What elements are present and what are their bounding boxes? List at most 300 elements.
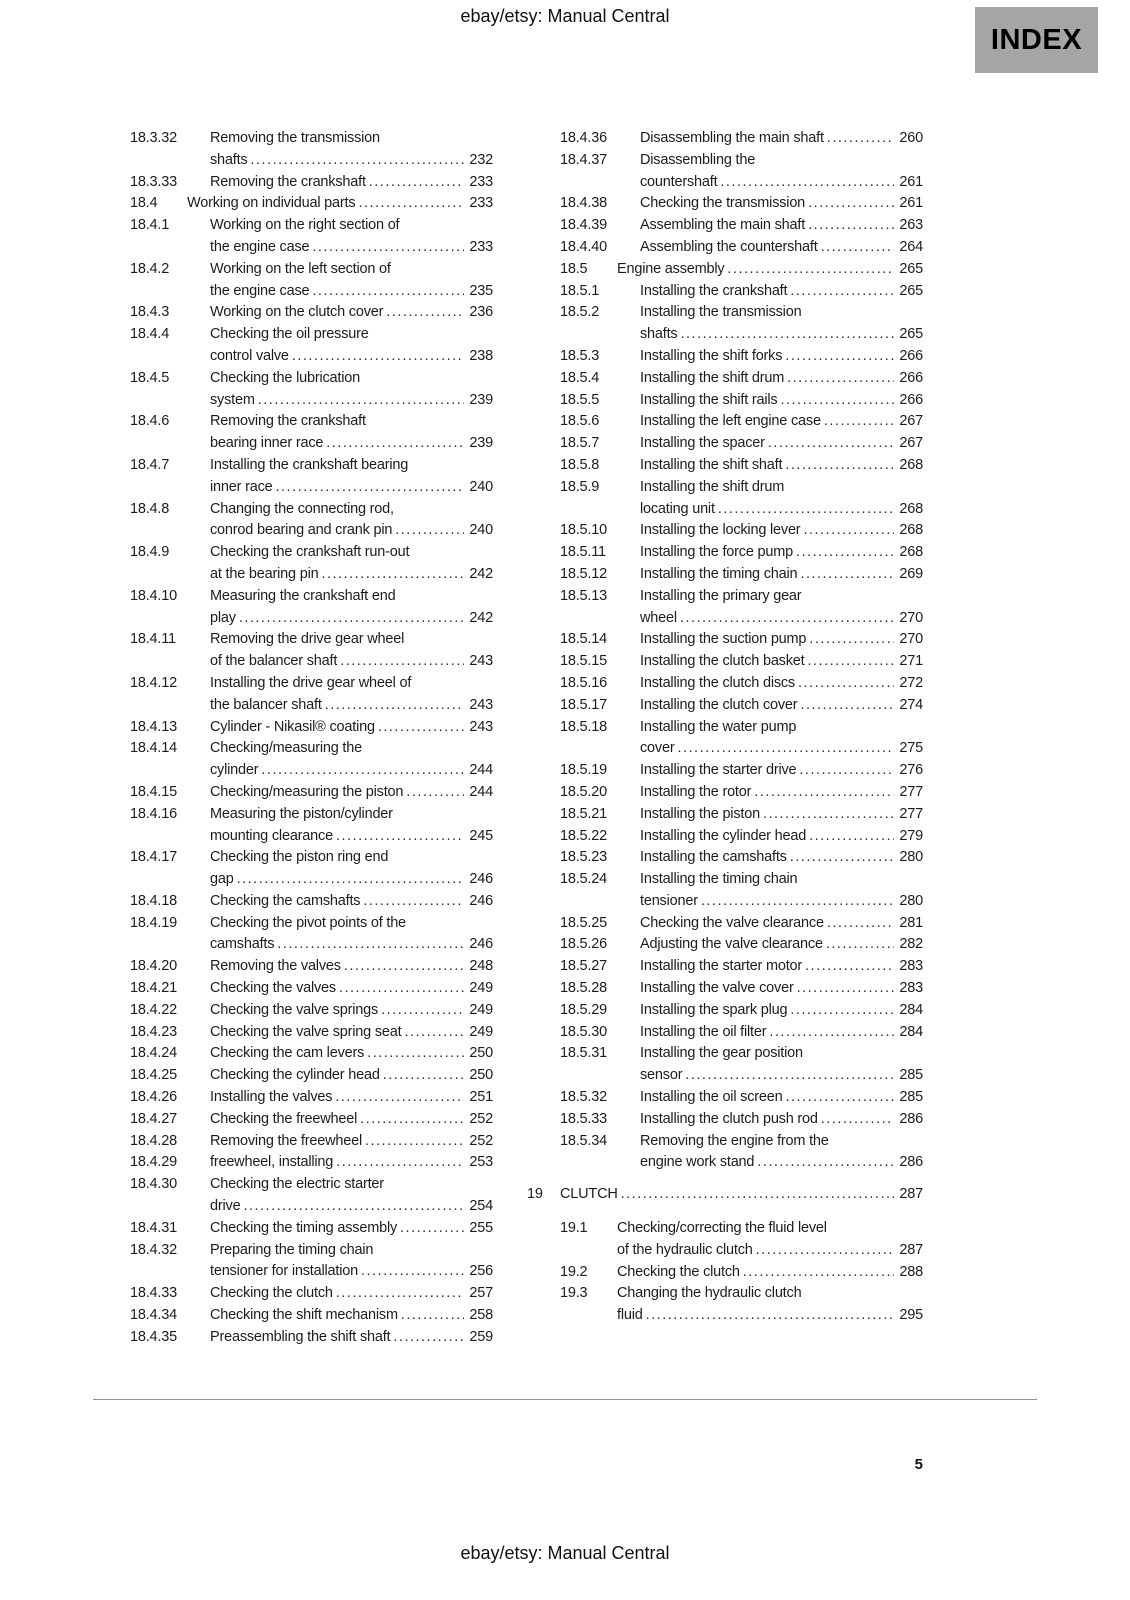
toc-entry-number: 18.4.28: [130, 1132, 177, 1149]
toc-entry-title: at the bearing pin: [210, 565, 319, 582]
toc-entry-line: [560, 869, 923, 891]
toc-entry-title: Installing the drive gear wheel of: [210, 674, 412, 691]
toc-entry-title: Working on the clutch cover: [210, 304, 384, 321]
toc-entry-line: [130, 956, 493, 978]
dot-leader: [809, 826, 894, 848]
toc-entry: [130, 1109, 493, 1131]
dot-leader: [383, 1065, 464, 1087]
toc-entry-page: 268: [899, 544, 923, 561]
toc-entry-page: 252: [469, 1132, 493, 1149]
toc-entry-line: [130, 324, 493, 346]
dot-leader: [798, 673, 894, 695]
toc-entry-title: Checking the pivot points of the: [210, 914, 406, 931]
toc-entry-line: [130, 826, 493, 848]
toc-entry-line: [560, 1305, 923, 1327]
toc-entry: [560, 629, 923, 651]
dot-leader: [790, 281, 894, 303]
toc-entry-number: 18.5.12: [560, 565, 607, 582]
toc-entry-page: 232: [469, 151, 493, 168]
toc-entry: [560, 433, 923, 455]
toc-entry-line: [130, 564, 493, 586]
toc-entry: [560, 782, 923, 804]
dot-leader: [335, 1087, 464, 1109]
toc-entry-page: 267: [899, 413, 923, 430]
toc-entry-title: Preparing the timing chain: [210, 1241, 374, 1258]
toc-entry: [130, 629, 493, 673]
toc-entry: [130, 128, 493, 172]
toc-entry-number: 18.5.15: [560, 653, 607, 670]
toc-entry-line: [560, 193, 923, 215]
toc-entry-title: tensioner: [640, 892, 698, 909]
dot-leader: [701, 891, 894, 913]
dot-leader: [786, 1087, 895, 1109]
toc-entry-page: 285: [899, 1089, 923, 1106]
toc-entry-title: Working on individual parts: [187, 195, 356, 212]
toc-entry-line: [560, 520, 923, 542]
toc-entry-line: [560, 477, 923, 499]
dot-leader: [292, 346, 464, 368]
dot-leader: [277, 934, 464, 956]
toc-entry-title: system: [210, 391, 255, 408]
toc-entry-title: locating unit: [640, 500, 715, 517]
toc-entry-title: Installing the spark plug: [640, 1001, 788, 1018]
toc-entry-line: [560, 1087, 923, 1109]
toc-entry-line: [560, 433, 923, 455]
toc-entry-title: drive: [210, 1198, 241, 1215]
dot-leader: [275, 477, 464, 499]
toc-entry-title: inner race: [210, 478, 273, 495]
toc-entry-title: Installing the shift drum: [640, 369, 785, 386]
toc-entry: [560, 695, 923, 717]
toc-entry-number: 18.4.12: [130, 674, 177, 691]
toc-entry-number: 18.5.10: [560, 522, 607, 539]
toc-entry-line: [130, 1131, 493, 1153]
toc-entry-line: [560, 1065, 923, 1087]
toc-entry-title: Installing the shift drum: [640, 478, 785, 495]
dot-leader: [785, 455, 894, 477]
toc-entry-title: Checking the transmission: [640, 195, 806, 212]
toc-entry-number: 18.4.10: [130, 587, 177, 604]
toc-entry-title: of the hydraulic clutch: [617, 1241, 753, 1258]
toc-entry: [130, 1152, 493, 1174]
toc-entry-page: 246: [469, 871, 493, 888]
toc-entry-line: [560, 1022, 923, 1044]
dot-leader: [797, 978, 894, 1000]
toc-column-right: [527, 128, 923, 1327]
toc-entry-number: 18.4.21: [130, 980, 177, 997]
dot-leader: [243, 1196, 464, 1218]
toc-entry-page: 272: [899, 674, 923, 691]
toc-entry-number: 18.5.34: [560, 1132, 607, 1149]
toc-entry-number: 18.4.18: [130, 892, 177, 909]
toc-entry-page: 233: [469, 238, 493, 255]
toc-entry: [560, 1087, 923, 1109]
toc-entry-title: Checking/measuring the: [210, 740, 362, 757]
toc-entry-page: 274: [899, 696, 923, 713]
toc-entry-line: [560, 215, 923, 237]
toc-entry-page: 279: [899, 827, 923, 844]
toc-entry-page: 239: [469, 391, 493, 408]
dot-leader: [799, 760, 894, 782]
dot-leader: [378, 717, 464, 739]
toc-entry-title: Removing the valves: [210, 958, 341, 975]
toc-entry: [130, 368, 493, 412]
dot-leader: [358, 193, 464, 215]
toc-entry: [560, 717, 923, 761]
toc-entry-line: [130, 1261, 493, 1283]
toc-entry-title: fluid: [617, 1307, 643, 1324]
toc-entry-line: [560, 847, 923, 869]
toc-entry-line: [560, 455, 923, 477]
toc-entry-title: Installing the clutch basket: [640, 653, 805, 670]
toc-entry-line: [560, 346, 923, 368]
toc-entry-line: [130, 891, 493, 913]
toc-entry-number: 18.4.4: [130, 326, 170, 343]
toc-entry-page: 281: [899, 914, 923, 931]
toc-entry: [560, 1218, 923, 1262]
toc-entry: [560, 1000, 923, 1022]
dot-leader: [646, 1305, 894, 1327]
toc-entry-line: [560, 586, 923, 608]
toc-entry: [560, 368, 923, 390]
toc-entry-title: of the balancer shaft: [210, 653, 338, 670]
toc-entry-line: [560, 411, 923, 433]
toc-entry-title: Disassembling the: [640, 151, 756, 168]
toc-entry-line: [130, 1087, 493, 1109]
toc-entry-line: [560, 913, 923, 935]
toc-entry: [560, 978, 923, 1000]
toc-entry: [130, 215, 493, 259]
toc-entry-page: 268: [899, 500, 923, 517]
toc-entry-line: [130, 302, 493, 324]
toc-entry-page: 258: [469, 1307, 493, 1324]
toc-entry-title: Checking the piston ring end: [210, 849, 389, 866]
toc-entry-line: [130, 1065, 493, 1087]
dot-leader: [404, 1022, 464, 1044]
toc-entry-page: 242: [469, 609, 493, 626]
toc-entry-page: 238: [469, 347, 493, 364]
dot-leader: [790, 1000, 894, 1022]
toc-entry-page: 236: [469, 304, 493, 321]
toc-entry-number: 18.5.8: [560, 456, 600, 473]
toc-entry-title: Checking the valve springs: [210, 1001, 379, 1018]
toc-entry-page: 243: [469, 718, 493, 735]
toc-entry-page: 283: [899, 958, 923, 975]
toc-entry-line: [560, 150, 923, 172]
toc-entry-page: 286: [899, 1110, 923, 1127]
toc-entry-page: 277: [899, 805, 923, 822]
toc-entry-number: 18.4.9: [130, 544, 170, 561]
toc-entry-title: Changing the connecting rod,: [210, 500, 394, 517]
toc-entry-title: Working on the right section of: [210, 217, 400, 234]
toc-entry-page: 235: [469, 282, 493, 299]
toc-entry: [560, 760, 923, 782]
toc-entry-number: 18.3.32: [130, 130, 177, 146]
toc-entry-title: Removing the crankshaft: [210, 173, 366, 190]
toc-entry-page: 252: [469, 1110, 493, 1127]
toc-entry-title: Checking/measuring the piston: [210, 783, 404, 800]
toc-entry-title: Installing the clutch push rod: [640, 1110, 818, 1127]
toc-entry-line: [130, 368, 493, 390]
toc-entry: [130, 1065, 493, 1087]
toc-entry-page: 246: [469, 936, 493, 953]
toc-entry-page: 266: [899, 369, 923, 386]
toc-entry-title: Disassembling the main shaft: [640, 130, 824, 146]
footer-divider: [93, 1399, 1037, 1400]
toc-entry-number: 18.5.7: [560, 435, 600, 452]
toc-entry: [560, 826, 923, 848]
toc-entry-number: 18.4.37: [560, 151, 607, 168]
toc-entry-page: 287: [899, 1186, 923, 1203]
toc-entry-line: [560, 1218, 923, 1240]
dot-leader: [800, 564, 894, 586]
toc-entry-page: 288: [899, 1263, 923, 1280]
toc-entry-line: [130, 1327, 493, 1349]
dot-leader: [803, 520, 894, 542]
dot-leader: [406, 782, 464, 804]
toc-entry-title: Removing the drive gear wheel: [210, 631, 405, 648]
dot-leader: [363, 891, 464, 913]
toc-entry-title: Assembling the countershaft: [640, 238, 818, 255]
dot-leader: [826, 934, 894, 956]
toc-entry-number: 18.4.16: [130, 805, 177, 822]
toc-entry-page: 240: [469, 522, 493, 539]
toc-entry-line: [130, 237, 493, 259]
toc-entry-number: 18.5.5: [560, 391, 600, 408]
toc-entry-title: Installing the gear position: [640, 1045, 803, 1062]
toc-entry-page: 276: [899, 762, 923, 779]
toc-entry-number: 18.5.6: [560, 413, 600, 430]
toc-entry-number: 18.5.2: [560, 304, 600, 321]
toc-entry-page: 280: [899, 892, 923, 909]
toc-entry-line: [130, 128, 493, 150]
toc-entry: [130, 1327, 493, 1349]
toc-entry: [130, 1131, 493, 1153]
toc-entry-title: Installing the locking lever: [640, 522, 801, 539]
dot-leader: [361, 1261, 464, 1283]
toc-entry-number: 18.5.19: [560, 762, 607, 779]
dot-leader: [336, 1283, 464, 1305]
toc-entry-page: 261: [899, 195, 923, 212]
toc-entry-line: [130, 804, 493, 826]
toc-entry-page: 259: [469, 1328, 493, 1345]
toc-entry-title: Removing the freewheel: [210, 1132, 362, 1149]
toc-entry-number: 18.4: [130, 195, 158, 212]
toc-entry-line: [560, 281, 923, 303]
toc-entry-number: 18.4.5: [130, 369, 170, 386]
toc-entry-page: 275: [899, 740, 923, 757]
toc-entry-line: [130, 433, 493, 455]
toc-entry-number: 18.4.2: [130, 260, 170, 277]
toc-entry-line: [560, 324, 923, 346]
dot-leader: [321, 564, 464, 586]
toc-entry-line: [130, 346, 493, 368]
toc-entry-title: Installing the primary gear: [640, 587, 802, 604]
toc-entry-title: Installing the piston: [640, 805, 760, 822]
dot-leader: [790, 847, 894, 869]
toc-entry-line: [560, 934, 923, 956]
toc-entry-number: 18.5.29: [560, 1001, 607, 1018]
toc-entry-number: 19.2: [560, 1263, 588, 1280]
toc-entry: [560, 869, 923, 913]
toc-entry-line: [130, 193, 493, 215]
toc-entry-line: [560, 826, 923, 848]
toc-entry-page: 233: [469, 195, 493, 212]
toc-entry-number: 18.4.6: [130, 413, 170, 430]
toc-entry-title: bearing inner race: [210, 435, 324, 452]
dot-leader: [381, 1000, 464, 1022]
toc-entry-line: [130, 847, 493, 869]
toc-entry: [130, 956, 493, 978]
toc-entry-title: Checking the valves: [210, 980, 336, 997]
toc-entry-page: 249: [469, 980, 493, 997]
toc-entry-title: Installing the suction pump: [640, 631, 807, 648]
toc-entry-title: Installing the crankshaft: [640, 282, 788, 299]
toc-entry-title: control valve: [210, 347, 289, 364]
toc-entry-line: [560, 259, 923, 281]
toc-entry-page: 249: [469, 1023, 493, 1040]
toc-entry-page: 264: [899, 238, 923, 255]
toc-entry: [560, 1043, 923, 1087]
dot-leader: [367, 1043, 464, 1065]
toc-entry-page: 233: [469, 173, 493, 190]
dot-leader: [681, 324, 895, 346]
toc-entry-title: Installing the force pump: [640, 544, 793, 561]
toc-entry-line: [130, 411, 493, 433]
toc-entry-title: Installing the transmission: [640, 304, 802, 321]
toc-entry-number: 18.5.13: [560, 587, 607, 604]
toc-entry-number: 18.4.33: [130, 1285, 177, 1302]
toc-entry: [560, 302, 923, 346]
toc-entry-page: 268: [899, 522, 923, 539]
page-footer-title: ebay/etsy: Manual Central: [460, 1543, 670, 1563]
dot-leader: [386, 302, 464, 324]
toc-entry-page: 246: [469, 892, 493, 909]
toc-entry-number: 18.4.36: [560, 130, 607, 146]
toc-entry-page: 271: [899, 653, 923, 670]
toc-entry: [130, 717, 493, 739]
toc-entry: [560, 913, 923, 935]
toc-entry-line: [560, 651, 923, 673]
toc-entry-title: freewheel, installing: [210, 1154, 334, 1171]
toc-entry-line: [130, 1022, 493, 1044]
dot-leader: [258, 390, 464, 412]
toc-entry-title: Installing the timing chain: [640, 565, 798, 582]
toc-entry-line: [130, 1283, 493, 1305]
toc-entry-title: Measuring the crankshaft end: [210, 587, 396, 604]
toc-entry-page: 242: [469, 565, 493, 582]
toc-entry-title: CLUTCH: [560, 1186, 618, 1203]
dot-leader: [763, 804, 894, 826]
toc-entry-title: Checking the lubrication: [210, 369, 360, 386]
toc-entry-page: 286: [899, 1154, 923, 1171]
toc-entry-number: 18.5.33: [560, 1110, 607, 1127]
toc-entry-page: 277: [899, 783, 923, 800]
toc-entry-page: 245: [469, 827, 493, 844]
dot-leader: [400, 1218, 464, 1240]
dot-leader: [344, 956, 464, 978]
toc-entry-title: the balancer shaft: [210, 696, 322, 713]
toc-column-left: [130, 128, 493, 1349]
dot-leader: [369, 172, 464, 194]
toc-entry-title: Checking the crankshaft run-out: [210, 544, 410, 561]
toc-entry-page: 265: [899, 326, 923, 343]
toc-entry-number: 18.4.32: [130, 1241, 177, 1258]
toc-entry-line: [130, 913, 493, 935]
dot-leader: [780, 390, 894, 412]
toc-entry-line: [560, 760, 923, 782]
toc-entry-page: 285: [899, 1067, 923, 1084]
toc-entry-title: countershaft: [640, 173, 718, 190]
toc-entry-number: 18.5.22: [560, 827, 607, 844]
toc-entry-number: 18.3.33: [130, 173, 177, 190]
toc-entry-line: [130, 978, 493, 1000]
dot-leader: [325, 695, 464, 717]
dot-leader: [827, 128, 894, 150]
toc-entry-line: [560, 978, 923, 1000]
toc-entry-title: Changing the hydraulic clutch: [617, 1285, 802, 1302]
toc-entry-line: [130, 869, 493, 891]
toc-entry-line: [560, 390, 923, 412]
toc-entry-page: 265: [899, 282, 923, 299]
toc-entry-number: 18.5.32: [560, 1089, 607, 1106]
toc-entry: [560, 346, 923, 368]
toc-entry-title: Installing the shift rails: [640, 391, 778, 408]
dot-leader: [805, 956, 894, 978]
toc-entry-line: [560, 891, 923, 913]
toc-entry-line: [560, 499, 923, 521]
toc-entry: [560, 804, 923, 826]
toc-entry-line: [130, 172, 493, 194]
toc-entry: [130, 673, 493, 717]
toc-entry: [560, 193, 923, 215]
dot-leader: [251, 150, 465, 172]
dot-leader: [809, 629, 894, 651]
toc-entry-line: [130, 760, 493, 782]
toc-entry-page: 267: [899, 435, 923, 452]
toc-entry: [130, 782, 493, 804]
toc-entry-line: [560, 542, 923, 564]
toc-entry-line: [560, 1262, 923, 1284]
toc-entry-number: 18.4.19: [130, 914, 177, 931]
toc-entry-line: [130, 1109, 493, 1131]
toc-entry: [130, 172, 493, 194]
toc-entry-page: 248: [469, 958, 493, 975]
toc-entry-title: Checking the clutch: [617, 1263, 740, 1280]
toc-entry-title: Installing the oil filter: [640, 1023, 767, 1040]
toc-entry-line: [130, 782, 493, 804]
toc-entry-title: conrod bearing and crank pin: [210, 522, 393, 539]
toc-entry-title: Installing the starter motor: [640, 958, 803, 975]
toc-entry-number: 18.5.27: [560, 958, 607, 975]
toc-entry-number: 19: [527, 1186, 543, 1203]
toc-entry: [130, 978, 493, 1000]
toc-entry-number: 18.4.14: [130, 740, 177, 757]
toc-entry-title: camshafts: [210, 936, 275, 953]
toc-entry: [130, 324, 493, 368]
dot-leader: [360, 1109, 464, 1131]
toc-entry-number: 18.4.34: [130, 1307, 177, 1324]
toc-entry-title: shafts: [640, 326, 678, 343]
toc-entry: [560, 128, 923, 150]
toc-entry-line: [130, 150, 493, 172]
toc-entry-page: 250: [469, 1045, 493, 1062]
toc-entry-line: [130, 520, 493, 542]
toc-entry-page: 284: [899, 1001, 923, 1018]
toc-entry-line: [130, 1000, 493, 1022]
toc-entry-line: [130, 542, 493, 564]
toc-entry: [130, 1000, 493, 1022]
